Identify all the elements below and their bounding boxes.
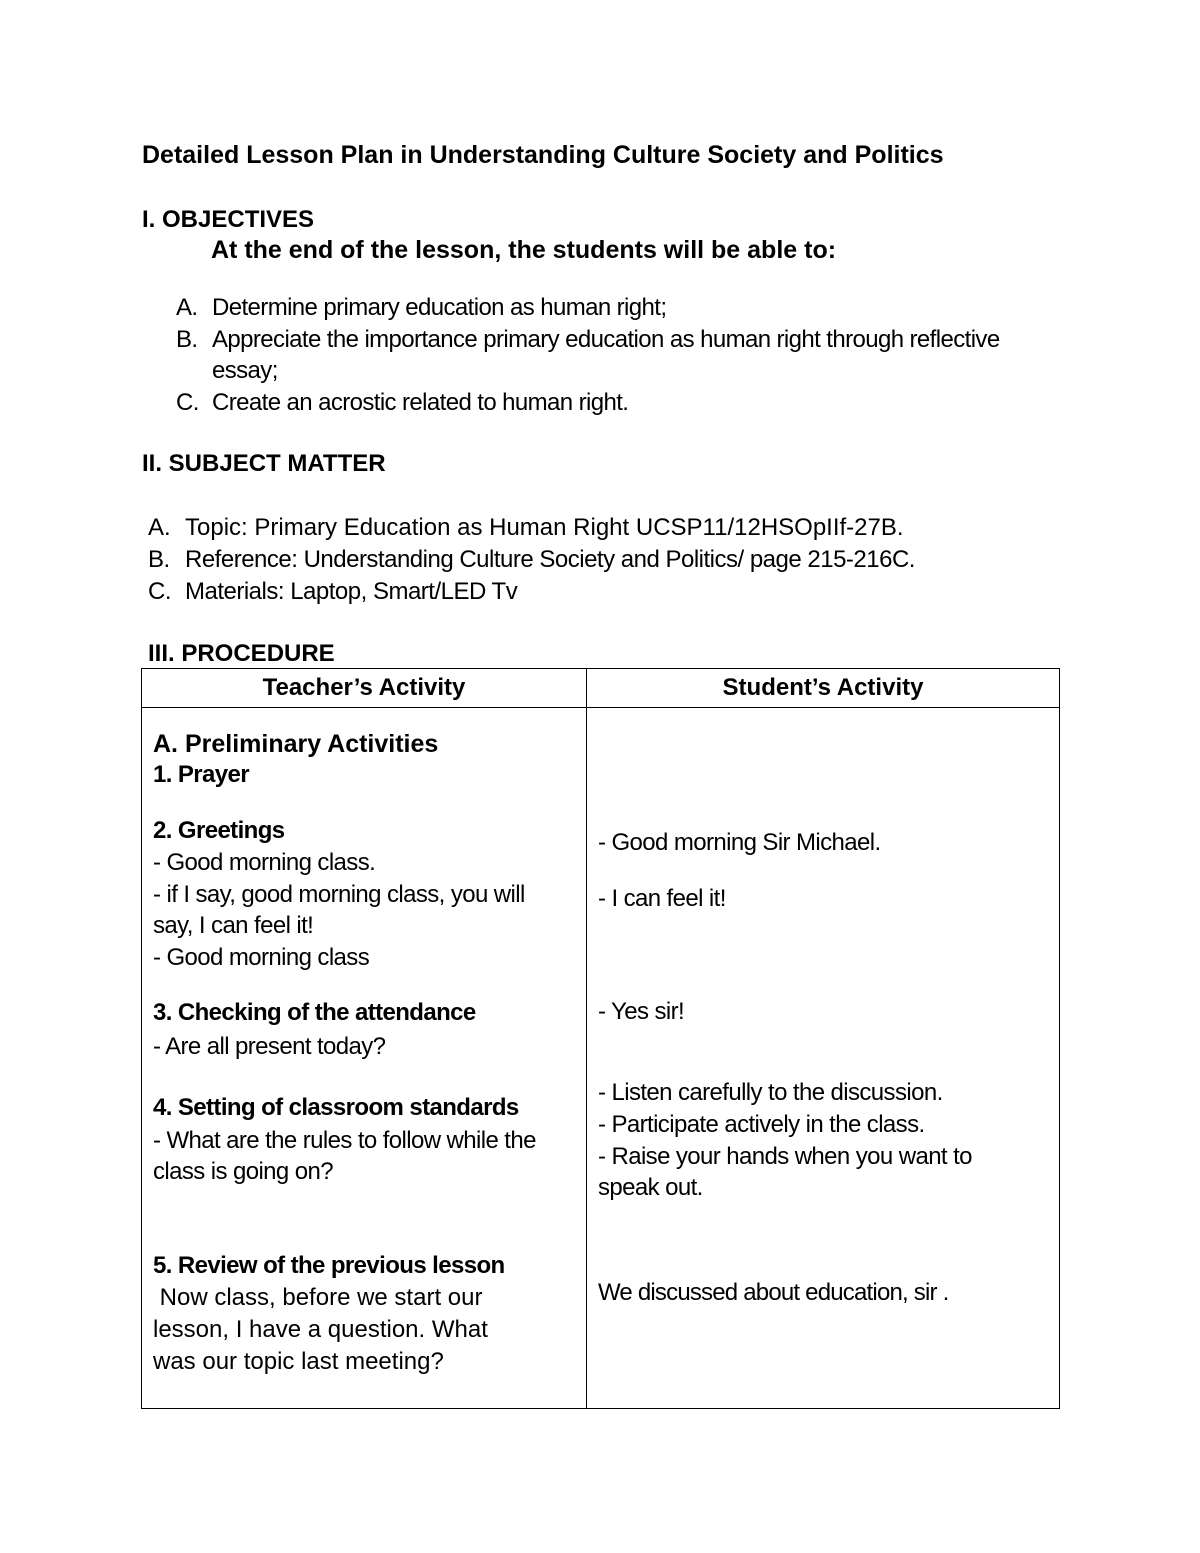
student-response: - Raise your hands when you want to	[598, 1143, 972, 1170]
greetings-line: - Good morning class.	[153, 849, 376, 876]
subject-letter: B.	[148, 546, 170, 573]
objective-text: Appreciate the importance primary education as human right through reflective	[212, 326, 1000, 353]
objectives-heading: I. OBJECTIVES	[142, 206, 315, 233]
greetings-line: say, I can feel it!	[153, 912, 314, 939]
preliminary-activities-heading: A. Preliminary Activities	[153, 730, 439, 758]
teacher-activity-header: Teacher’s Activity	[142, 669, 587, 708]
greetings-line: - if I say, good morning class, you will	[153, 881, 525, 908]
review-line: Now class, before we start our	[153, 1284, 483, 1311]
subject-matter-item	[148, 514, 904, 542]
subject-matter-item	[148, 546, 915, 574]
student-response: - Listen carefully to the discussion.	[598, 1079, 943, 1106]
procedure-table	[141, 668, 1060, 1409]
greetings-line: - Good morning class	[153, 944, 370, 971]
objective-letter: C.	[176, 389, 199, 416]
objective-text: Determine primary education as human right;	[212, 294, 667, 321]
subject-text: Materials: Laptop, Smart/LED Tv	[185, 578, 518, 605]
student-activity-header: Student’s Activity	[587, 669, 1060, 708]
subject-letter: A.	[148, 514, 171, 541]
student-response: - Good morning Sir Michael.	[598, 829, 881, 856]
prayer-heading: 1. Prayer	[153, 761, 250, 788]
student-response: - Yes sir!	[598, 998, 685, 1025]
attendance-question: - Are all present today?	[153, 1033, 386, 1060]
student-response: We discussed about education, sir .	[598, 1279, 949, 1306]
objective-letter: B.	[176, 326, 198, 353]
review-heading: 5. Review of the previous lesson	[153, 1252, 505, 1279]
standards-line: class is going on?	[153, 1158, 333, 1185]
teacher-activity-cell	[142, 708, 587, 1409]
subject-letter: C.	[148, 578, 171, 605]
student-response: speak out.	[598, 1174, 703, 1201]
student-activity-cell	[587, 708, 1060, 1409]
subject-text: Topic: Primary Education as Human Right UCSP11/12HSOpIIf-27B.	[185, 514, 904, 541]
objective-item	[176, 357, 278, 385]
student-response: - Participate actively in the class.	[598, 1111, 925, 1138]
document-title: Detailed Lesson Plan in Understanding Culture Society and Politics	[142, 141, 944, 169]
standards-heading: 4. Setting of classroom standards	[153, 1094, 519, 1121]
objectives-intro: At the end of the lesson, the students will be able to:	[211, 236, 837, 264]
attendance-heading: 3. Checking of the attendance	[153, 999, 476, 1026]
greetings-heading: 2. Greetings	[153, 817, 285, 844]
objective-letter: A.	[176, 294, 198, 321]
subject-matter-heading: II. SUBJECT MATTER	[142, 450, 386, 477]
objective-text: Create an acrostic related to human right.	[212, 389, 629, 416]
table-row	[142, 708, 1060, 1409]
objective-item	[176, 389, 628, 417]
table-header-row	[142, 669, 1060, 708]
subject-text: Reference: Understanding Culture Society and Politics/ page 215-216C.	[185, 546, 915, 573]
review-line: lesson, I have a question. What	[153, 1316, 488, 1343]
objective-text: essay;	[212, 357, 278, 384]
student-response: - I can feel it!	[598, 885, 726, 912]
procedure-heading: III. PROCEDURE	[148, 640, 335, 667]
objective-item	[176, 326, 1000, 354]
standards-line: - What are the rules to follow while the	[153, 1127, 536, 1154]
review-line: was our topic last meeting?	[153, 1348, 444, 1375]
subject-matter-item	[148, 578, 517, 606]
objective-item	[176, 294, 666, 322]
